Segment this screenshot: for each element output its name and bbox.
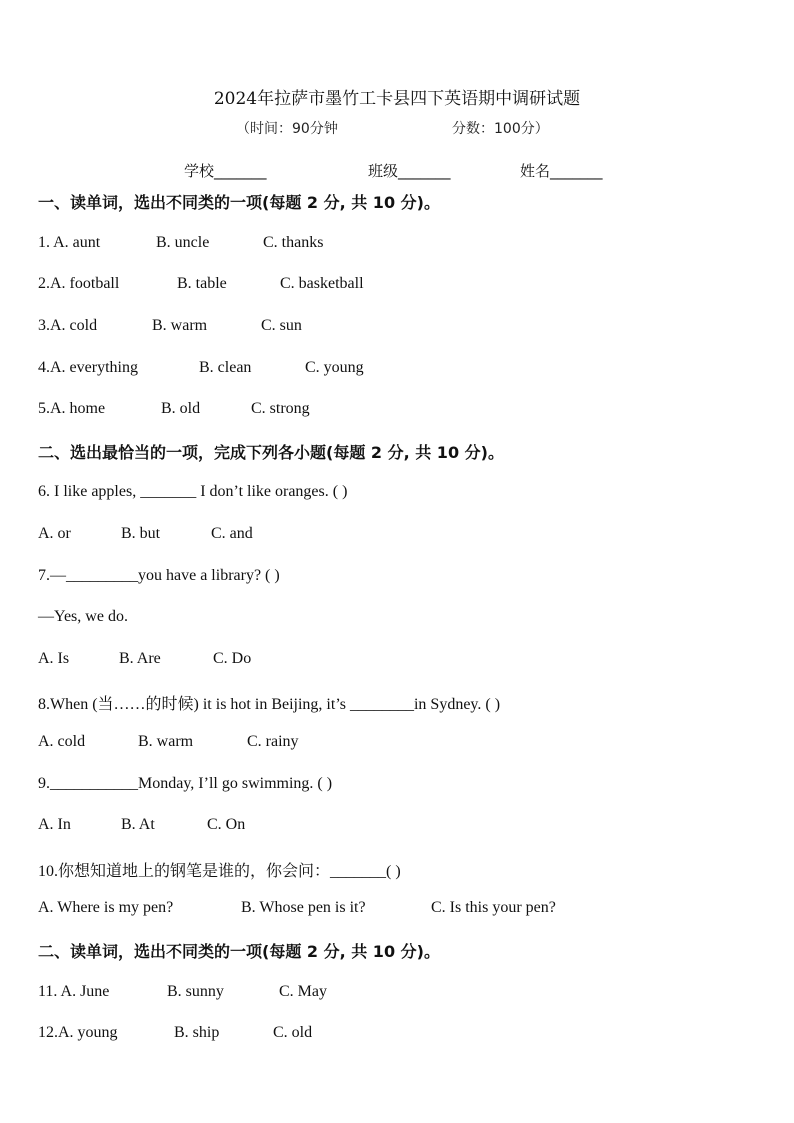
- q6-option-a: A. or: [38, 525, 71, 542]
- q2-option-a: 2.A. football: [38, 275, 120, 292]
- page-title: 2024年拉萨市墨竹工卡县四下英语期中调研试题: [213, 89, 581, 109]
- question-12: [38, 1024, 312, 1042]
- question-6-options: [38, 525, 253, 543]
- exam-score: 分数：100分）: [452, 121, 549, 137]
- question-8-stem: 8.When (当……的时候) it is hot in Beijing, it’s ________in Sydney. ( ): [38, 696, 501, 713]
- question-9-options: [38, 816, 245, 834]
- question-9-stem: 9.___________Monday, I’ll go swimming. ( ): [38, 775, 333, 792]
- q9-option-c: C. On: [207, 816, 246, 833]
- question-7-stem: 7.—_________you have a library? ( ): [38, 567, 280, 584]
- exam-time: （时间：90分钟: [236, 121, 338, 137]
- q9-option-b: B. At: [121, 816, 155, 833]
- question-10-options: [38, 899, 556, 917]
- q3-option-c: C. sun: [261, 317, 302, 334]
- q10-option-c: C. Is this your pen?: [431, 899, 556, 916]
- name-field: 姓名_______: [520, 162, 603, 180]
- question-1: [38, 234, 323, 252]
- school-field: 学校_______: [184, 162, 267, 180]
- q6-option-c: C. and: [211, 525, 253, 542]
- q1-option-c: C. thanks: [263, 234, 324, 251]
- section-heading-1: 一、读单词，选出不同类的一项(每题 2 分, 共 10 分)。: [38, 193, 440, 212]
- q11-option-b: B. sunny: [167, 983, 224, 1000]
- question-4: [38, 359, 364, 377]
- q3-option-b: B. warm: [152, 317, 208, 334]
- q10-option-b: B. Whose pen is it?: [241, 899, 366, 916]
- question-7-reply: —Yes, we do.: [38, 608, 128, 625]
- class-field: 班级_______: [368, 162, 451, 180]
- section-heading-3: 二、读单词，选出不同类的一项(每题 2 分, 共 10 分)。: [38, 942, 440, 961]
- q1-option-b: B. uncle: [156, 234, 210, 251]
- q4-option-c: C. young: [305, 359, 364, 376]
- q11-option-a: 11. A. June: [38, 983, 110, 1000]
- q12-option-a: 12.A. young: [38, 1024, 118, 1041]
- q8-option-a: A. cold: [38, 733, 86, 750]
- q5-option-c: C. strong: [251, 400, 310, 417]
- q8-option-b: B. warm: [138, 733, 194, 750]
- q1-option-a: 1. A. aunt: [38, 234, 101, 251]
- q11-option-c: C. May: [279, 983, 327, 1000]
- q7-option-a: A. Is: [38, 650, 70, 667]
- question-3: [38, 317, 302, 335]
- q10-option-a: A. Where is my pen?: [38, 899, 174, 916]
- q5-option-a: 5.A. home: [38, 400, 106, 417]
- q9-option-a: A. In: [38, 816, 71, 833]
- q3-option-a: 3.A. cold: [38, 317, 98, 334]
- q6-option-b: B. but: [121, 525, 161, 542]
- question-2: [38, 275, 364, 293]
- q2-option-c: C. basketball: [280, 275, 364, 292]
- question-8-options: [38, 733, 299, 751]
- q12-option-c: C. old: [273, 1024, 313, 1041]
- section-heading-2: 二、选出最恰当的一项，完成下列各小题(每题 2 分, 共 10 分)。: [38, 443, 504, 462]
- q8-option-c: C. rainy: [247, 733, 299, 750]
- question-7-options: [38, 650, 251, 668]
- question-10-stem: 10.你想知道地上的钢笔是谁的，你会问：_______( ): [38, 863, 401, 880]
- q4-option-b: B. clean: [199, 359, 252, 376]
- q12-option-b: B. ship: [174, 1024, 220, 1041]
- q7-option-c: C. Do: [213, 650, 252, 667]
- question-11: [38, 983, 327, 1001]
- q5-option-b: B. old: [161, 400, 201, 417]
- q2-option-b: B. table: [177, 275, 227, 292]
- q7-option-b: B. Are: [119, 650, 161, 667]
- q4-option-a: 4.A. everything: [38, 359, 138, 376]
- question-6-stem: 6. I like apples, _______ I don’t like oranges. ( ): [38, 483, 348, 500]
- question-5: [38, 400, 310, 418]
